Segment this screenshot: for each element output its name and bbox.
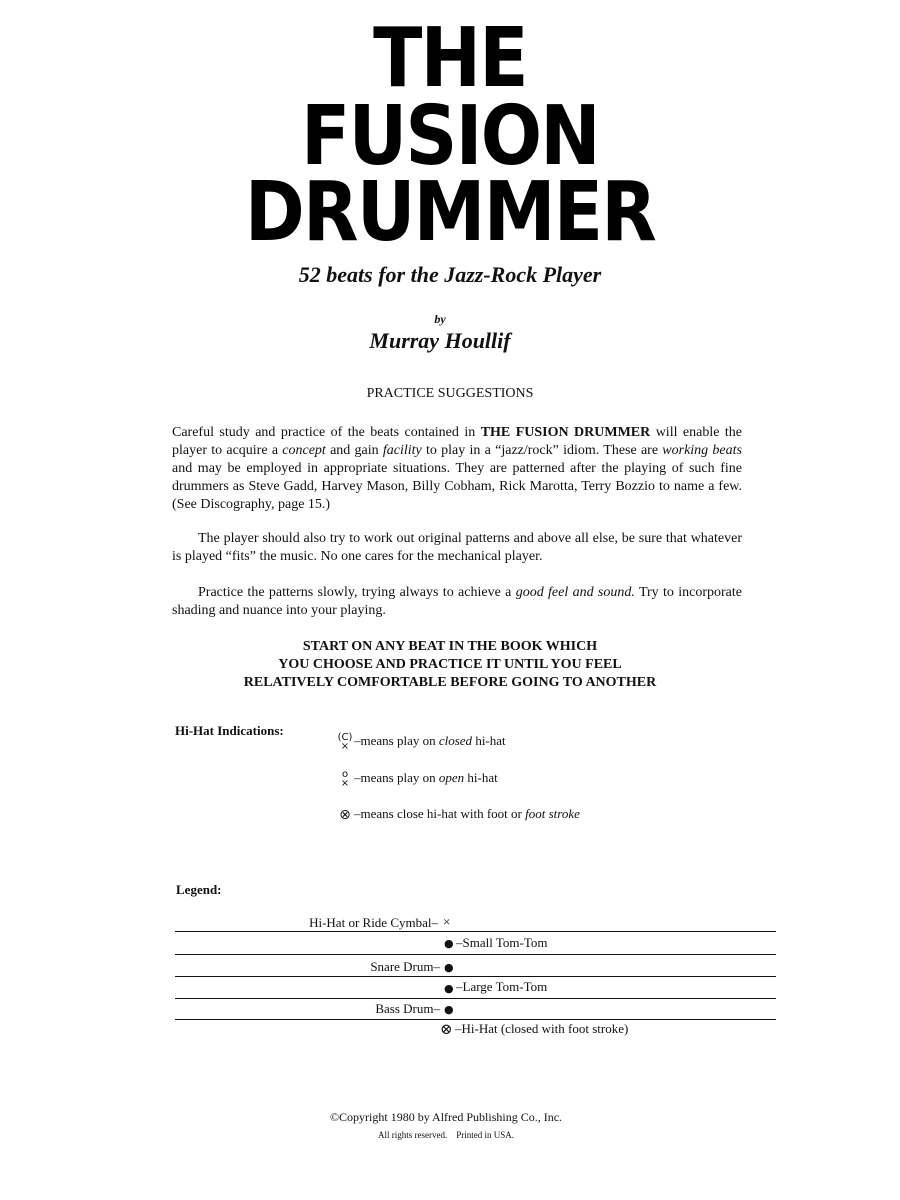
small-tom-dot-icon: ● (444, 937, 454, 950)
legend-foot-hihat-label: –Hi-Hat (closed with foot stroke) (455, 1021, 629, 1036)
staff-line-1 (175, 931, 776, 932)
title-line-3: DRUMMER (244, 165, 656, 260)
hihat-foot-row: ⊗ –means close hi-hat with foot or foot stroke (336, 806, 580, 822)
legend-hihat-ride-label: Hi-Hat or Ride Cymbal– (309, 915, 438, 930)
staff-line-4 (175, 998, 776, 999)
large-tom-dot-icon: ● (444, 982, 454, 995)
paragraph-2: The player should also try to work out original patterns and above all else, be sure that whatever is played “fits” the music. No one cares for the mechanical player. (172, 531, 742, 564)
x-mark-icon: × (443, 914, 451, 929)
staff-line-2 (175, 954, 776, 955)
paragraph-1: Careful study and practice of the beats contained in THE FUSION DRUMMER will enable the player to acquire a concept and gain facility to play in a “jazz/rock” idiom. These are working beats and may be employed in appropriate situations. They are patterned after the playing of such fine drummers as Steve Gadd, Harvey Mason, Billy Cobham, Rick Marotta, Terry Bozzio to name a few. (See Discography, page 15.) (172, 425, 742, 512)
legend-large-tom-label: –Large Tom-Tom (456, 979, 548, 994)
by-line: by (434, 312, 446, 326)
subtitle: 52 beats for the Jazz-Rock Player (298, 262, 602, 287)
hihat-open-row: o × –means play on open hi-hat (336, 770, 498, 788)
title-line-2: FUSION (301, 89, 599, 184)
closed-hihat-icon: (C) × (337, 732, 353, 753)
paragraph-3: Practice the patterns slowly, trying always to achieve a good feel and sound. Try to incorporate shading and nuance into your playing. (172, 585, 743, 618)
title-line-1: THE (373, 11, 527, 106)
section-heading: PRACTICE SUGGESTIONS (366, 386, 534, 401)
staff-line-3 (175, 976, 776, 977)
practice-instruction: START ON ANY BEAT IN THE BOOK WHICH YOU CHOOSE AND PRACTICE IT UNTIL YOU FEEL RELATIVELY COMFORTABLE BEFORE GOING TO ANOTHER (243, 639, 657, 690)
author-name: Murray Houllif (369, 328, 511, 353)
hihat-closed-row: (C) × –means play on closed hi-hat (337, 732, 506, 753)
snare-dot-icon: ● (444, 961, 454, 974)
legend-label: Legend: (176, 882, 222, 897)
legend-snare-label: Snare Drum– (370, 959, 440, 974)
hihat-indications-label: Hi-Hat Indications: (175, 723, 284, 738)
legend-small-tom-label: –Small Tom-Tom (456, 935, 548, 950)
legend-bass-label: Bass Drum– (375, 1001, 440, 1016)
staff-line-5 (175, 1019, 776, 1020)
copyright-line: ©Copyright 1980 by Alfred Publishing Co., Inc. (329, 1110, 563, 1124)
rights-line: All rights reserved. Printed in USA. (378, 1130, 514, 1140)
open-hihat-icon: o × (340, 769, 350, 790)
bass-dot-icon: ● (444, 1003, 454, 1016)
foot-stroke-icon: ⊗ (339, 806, 351, 823)
foot-stroke-legend-icon: ⊗ (440, 1022, 453, 1038)
